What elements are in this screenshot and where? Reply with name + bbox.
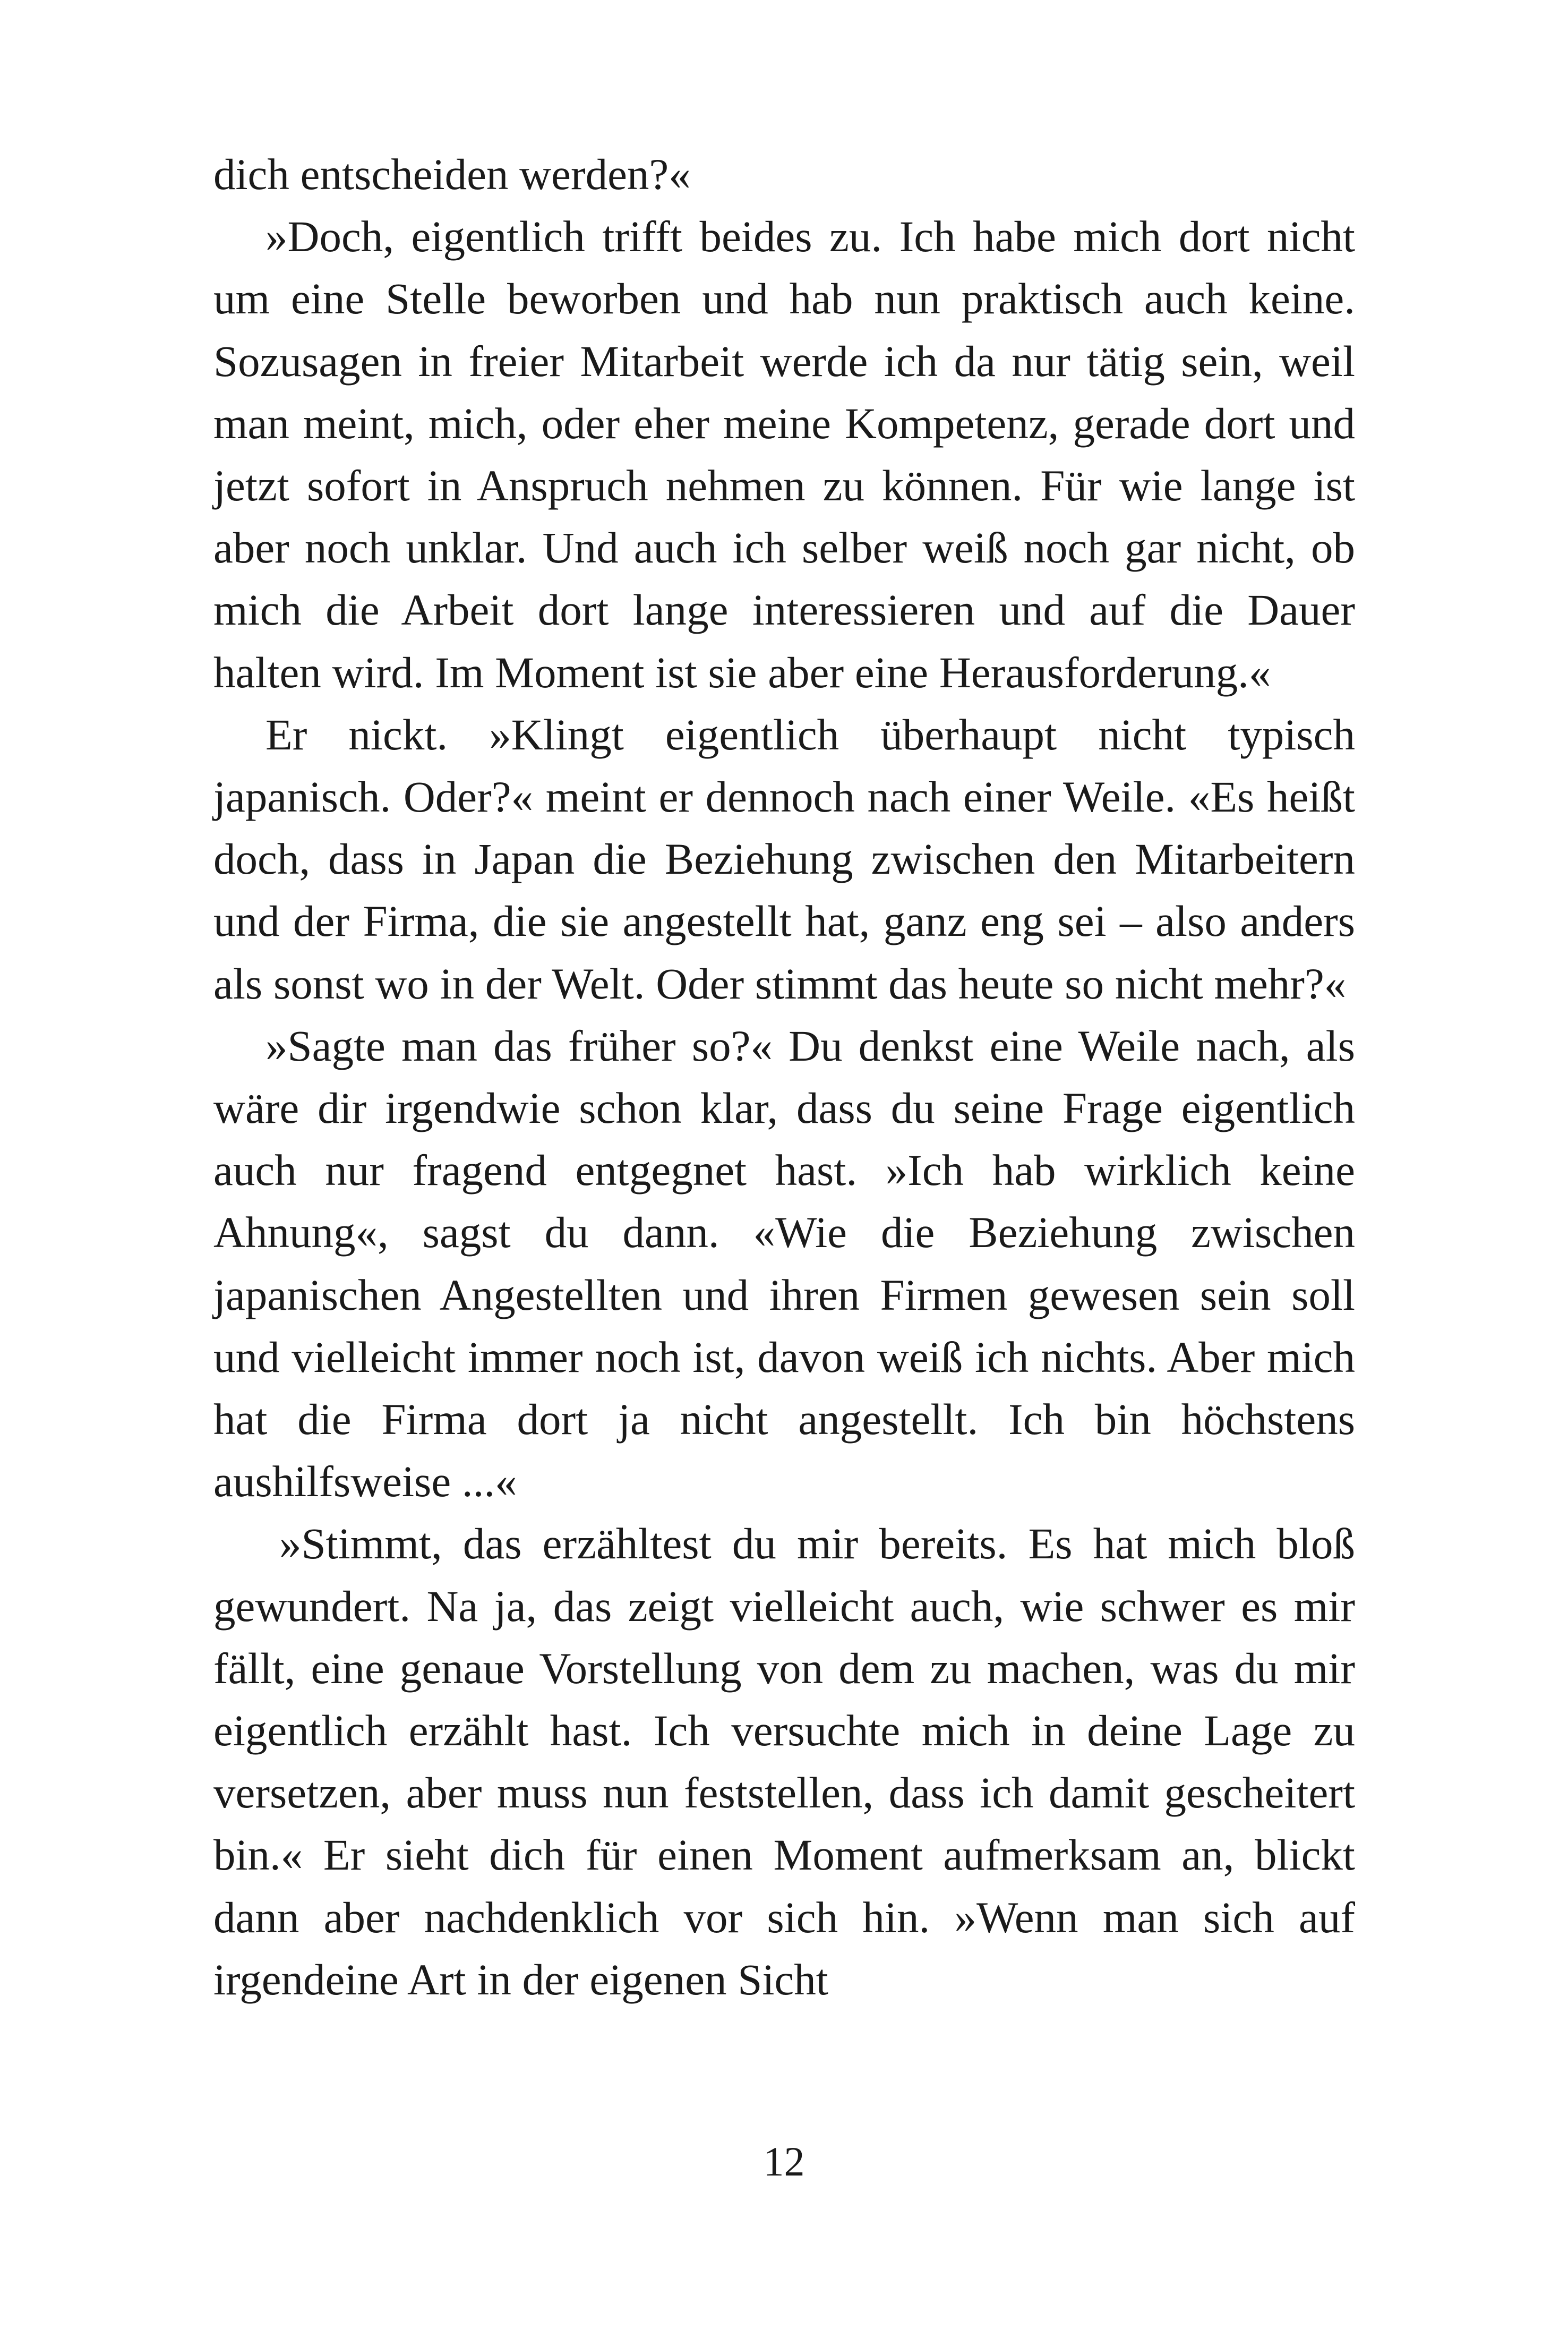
paragraph: »Sagte man das früher so?« Du denkst eine Weile nach, als wäre dir irgendwie schon klar, dass du seine Frage eigentlich auch nur fragend entgegnet hast. »Ich hab wirklich keine Ahnung«, sagst du dann. «Wie die Beziehung zwischen japanischen Angestellten und ihren Firmen gewesen sein soll und vielleicht immer noch ist, davon weiß ich nichts. Aber mich hat die Firma dort ja nicht angestellt. Ich bin höchstens aushilfsweise ...« [213, 1021, 1355, 1506]
paragraph-continuation: dich entscheiden werden?« [213, 150, 691, 199]
paragraph: »Stimmt, das erzähltest du mir bereits. Es hat mich bloß gewundert. Na ja, das zeigt vielleicht auch, wie schwer es mir fällt, eine genaue Vorstellung von dem zu machen, was du mir eigentlich erzählt hast. Ich versuchte mich in deine Lage zu versetzen, aber muss nun feststellen, dass ich damit gescheitert bin.« Er sieht dich für einen Moment aufmerksam an, blickt dann aber nachdenklich vor sich hin. »Wenn man sich auf irgendeine Art in der eigenen Sicht [213, 1519, 1355, 2004]
paragraph: »Doch, eigentlich trifft beides zu. Ich habe mich dort nicht um eine Stelle beworben und hab nun praktisch auch keine. Sozusagen in freier Mitarbeit werde ich da nur tätig sein, weil man meint, mich, oder eher meine Kompetenz, gerade dort und jetzt sofort in Anspruch nehmen zu können. Für wie lange ist aber noch unklar. Und auch ich selber weiß noch gar nicht, ob mich die Arbeit dort lange interessieren und auf die Dauer halten wird. Im Moment ist sie aber eine Herausforderung.« [213, 212, 1355, 697]
page-number: 12 [763, 2138, 805, 2185]
body-text [213, 143, 1355, 2011]
paragraph: Er nickt. »Klingt eigentlich überhaupt nicht typisch japanisch. Oder?« meint er dennoch nach einer Weile. «Es heißt doch, dass in Japan die Beziehung zwischen den Mitarbeitern und der Firma, die sie angestellt hat, ganz eng sei – also anders als sonst wo in der Welt. Oder stimmt das heute so nicht mehr?« [213, 710, 1355, 1008]
